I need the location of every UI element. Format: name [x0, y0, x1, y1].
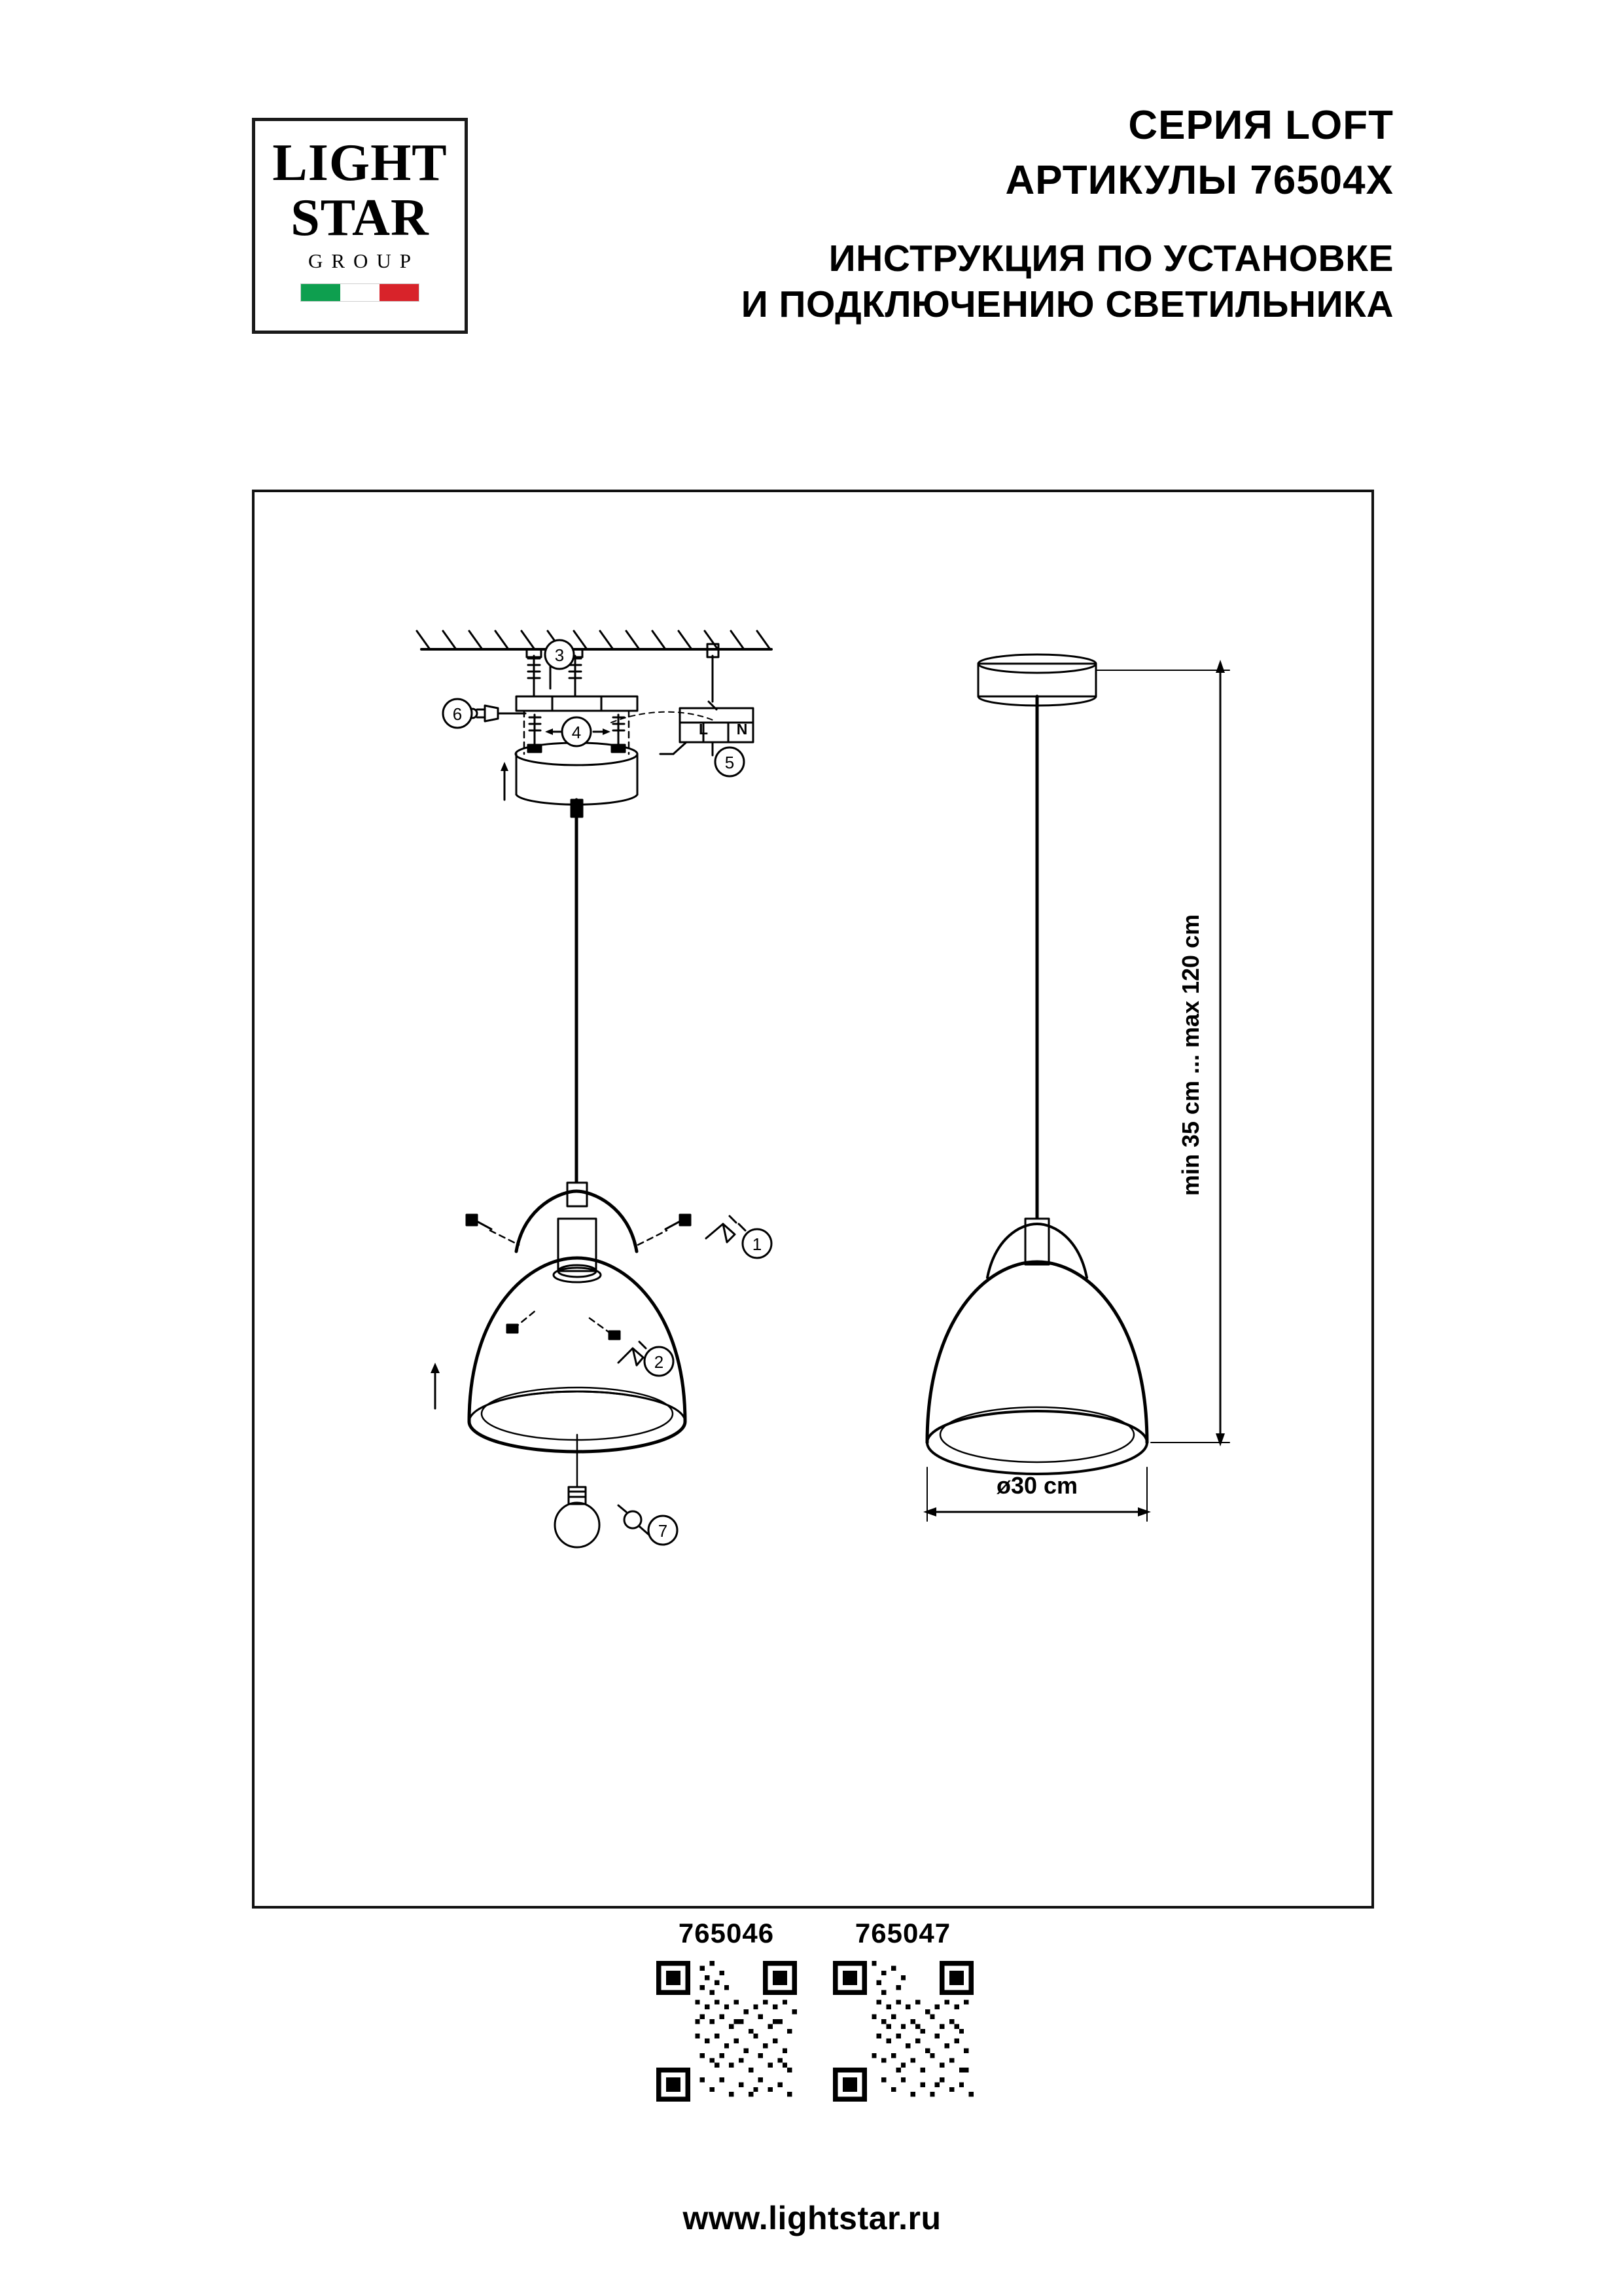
logo-text-star: STAR [291, 189, 429, 247]
page-footer [0, 1918, 1624, 2237]
website-url[interactable]: www.lightstar.ru [682, 2200, 942, 2236]
svg-text:5: 5 [724, 753, 735, 772]
product-codes-row [0, 1918, 1624, 2127]
svg-text:3: 3 [554, 645, 565, 665]
diameter-dimension-label: ø30 cm [996, 1472, 1078, 1499]
installation-diagram-frame [252, 490, 1374, 1909]
svg-text:2: 2 [654, 1352, 664, 1372]
installation-diagram [255, 492, 1371, 1906]
svg-text:7: 7 [658, 1521, 668, 1541]
height-dimension-label: min 35 cm ... max 120 cm [1177, 914, 1204, 1196]
svg-text:1: 1 [752, 1234, 762, 1254]
product-code-label: 765046 [678, 1918, 775, 1948]
logo-text-group: GROUP [308, 249, 420, 272]
svg-text:L: L [698, 721, 709, 738]
qr-code-765047 [833, 1961, 974, 2102]
qr-code-765046 [656, 1961, 797, 2102]
instruction-title-line1: ИНСТРУКЦИЯ ПО УСТАНОВКЕ [828, 238, 1394, 279]
product-code-label: 765047 [855, 1918, 951, 1948]
article-title: АРТИКУЛЫ 76504X [1005, 158, 1394, 203]
svg-text:N: N [736, 721, 748, 738]
series-title: СЕРИЯ LOFT [1128, 103, 1394, 148]
instruction-title-line2: И ПОДКЛЮЧЕНИЮ СВЕТИЛЬНИКА [741, 283, 1394, 325]
svg-text:6: 6 [452, 704, 463, 724]
italy-flag-icon [300, 283, 419, 302]
brand-logo [252, 118, 468, 334]
page-header [0, 98, 1624, 399]
product-code-block [641, 1918, 811, 2105]
title-block [497, 98, 1394, 327]
product-code-block [818, 1918, 988, 2105]
logo-text-light: LIGHT [272, 134, 448, 192]
svg-text:4: 4 [571, 723, 582, 742]
